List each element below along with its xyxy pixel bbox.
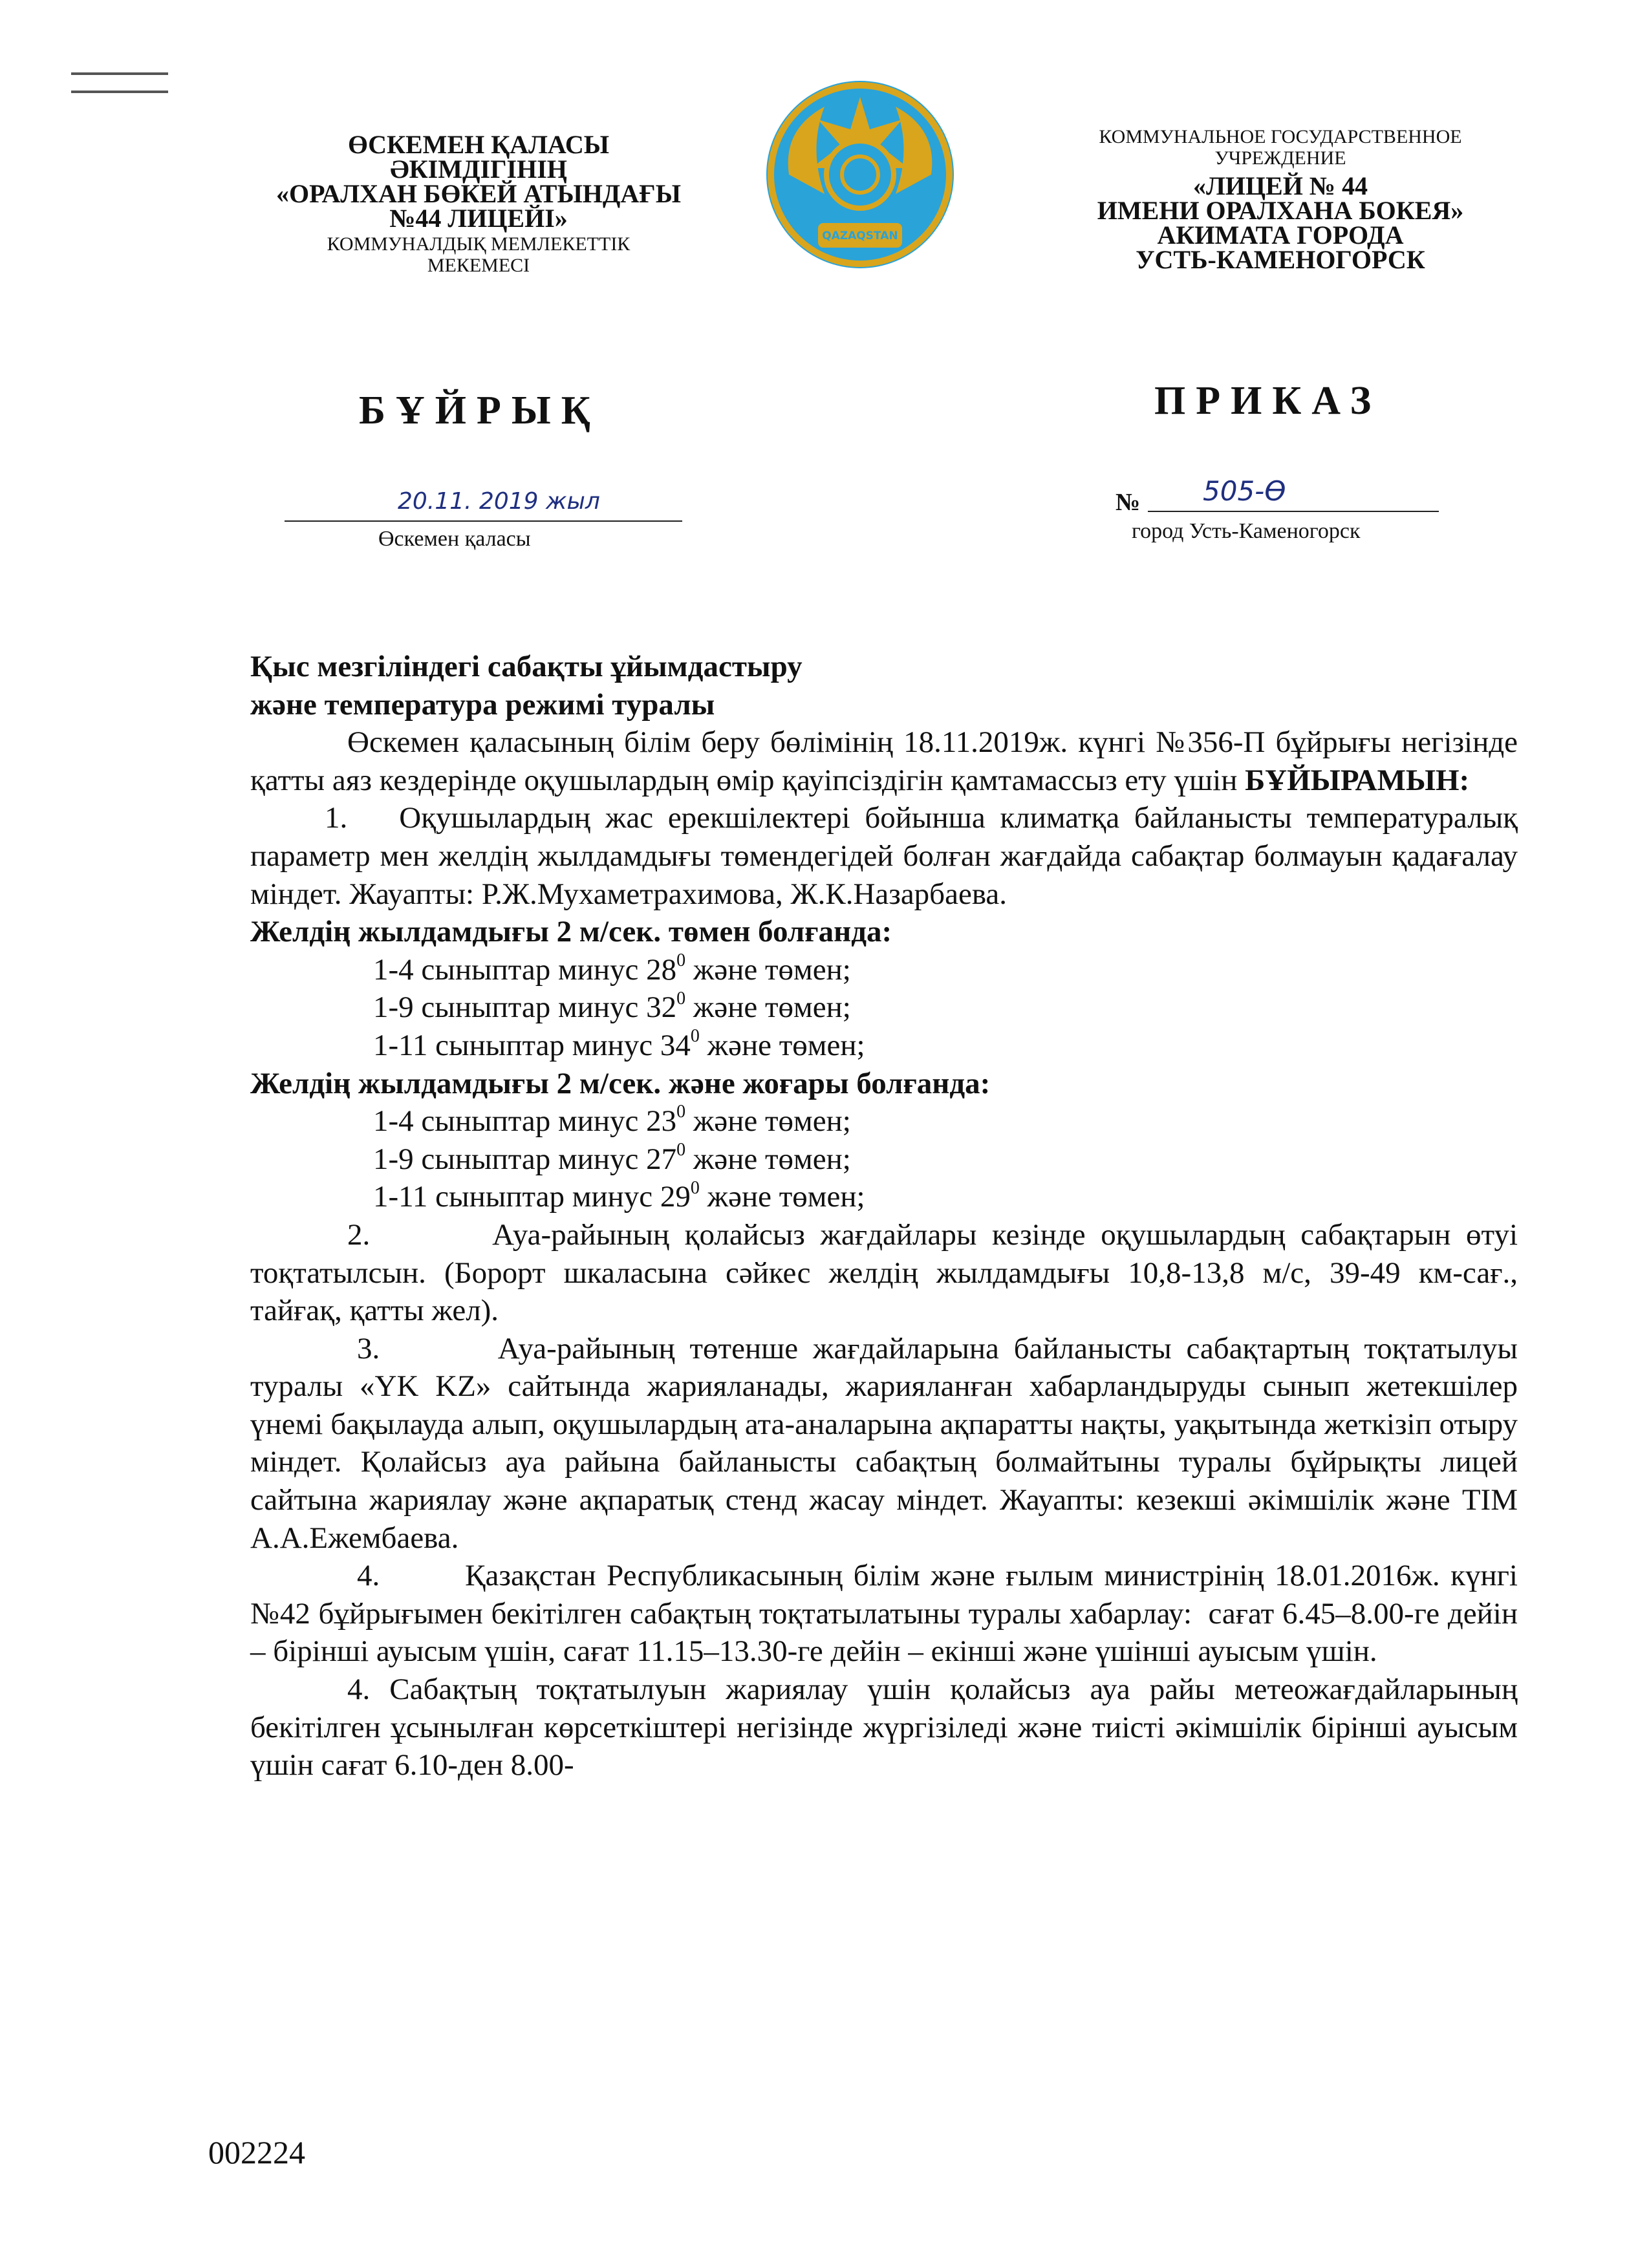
intro-text: Өскемен қаласының білім беру бөлімінің 18.11.2019ж. күнгі №356-П бұйрығы негізінде қатты аяз кездерінде оқушылардың өмір қауіпсіздігін қамтамассыз ету үшін: [250, 725, 1518, 797]
serial-number: 002224: [208, 2134, 305, 2170]
city-left: Өскемен қаласы: [378, 527, 531, 551]
header-left-name-2: ӘКІМДІГІНІҢ: [390, 155, 567, 184]
item-1-number: 1.: [325, 801, 348, 835]
wind-high-row-text: 1-9 сыныптар минус 27: [373, 1142, 677, 1176]
wind-low-row: [250, 1027, 1518, 1065]
degree-sup: 0: [676, 950, 686, 971]
header-right-name-4: УСТЬ-КАМЕНОГОРСК: [1136, 245, 1425, 274]
wind-low-row-suffix: және төмен;: [685, 952, 851, 987]
header-left: [213, 130, 744, 276]
intro-command: БҰЙЫРАМЫН:: [1245, 763, 1470, 797]
wind-low-row-suffix: және төмен;: [685, 990, 851, 1025]
header-left-name-4: №44 ЛИЦЕЙІ»: [389, 204, 568, 233]
wind-low-heading: Желдің жылдамдығы 2 м/сек. төмен болғанда:: [250, 915, 892, 949]
header-right: [1015, 126, 1546, 272]
wind-high-row-text: 1-4 сыныптар минус 23: [373, 1104, 677, 1139]
wind-high-row-text: 1-11 сыныптар минус 29: [373, 1180, 691, 1214]
wind-high-heading: Желдің жылдамдығы 2 м/сек. және жоғары болғанда:: [250, 1066, 991, 1100]
order-title-line-1: Қыс мезгіліндегі сабақты ұйымдастыру: [250, 650, 803, 683]
header-right-name-1: «ЛИЦЕЙ № 44: [1192, 171, 1368, 200]
item-2: 2. Ауа-райының қолайсыз жағдайлары кезінде оқушылардың сабақтарын өтуі тоқтатылсын. (Борорт шкаласына сәйкес желдің жылдамдығы 10,8-13,8 м/с, 39-49 км-сағ., тайғақ, қатты жел).: [250, 1217, 1525, 1328]
wind-low-row: [250, 951, 1518, 989]
emblem-text: QAZAQSTAN: [822, 230, 898, 242]
header-left-name-3: «ОРАЛХАН БӨКЕЙ АТЫНДАҒЫ: [276, 179, 681, 208]
date-underline: [285, 520, 682, 522]
item-4: 4. Қазақстан Республикасының білім және ғылым министрінің 18.01.2016ж. күнгі №42 бұйрығымен бекітілген сабақтың тоқтатылатыны туралы хабарлау: сағат 6.45–8.00-ге дейін – бірінші ауысым үшін, сағат 11.15–13.30-ге дейін – екінші және үшінші ауысым үшін.: [250, 1559, 1525, 1669]
degree-sup: 0: [676, 1140, 686, 1161]
wind-high-row: [250, 1102, 1518, 1140]
item-4-continued: 4. Сабақтың тоқтатылуын жариялау үшін қолайсыз ауа райы метеожағдайларының бекітілген ұсынылған көрсеткіштері негізінде жүргізіледі және тиісті әкімшілік бірінші ауысым үшін сағат 6.10-ден 8.00-: [250, 1673, 1518, 1782]
wind-low-row: [250, 989, 1518, 1027]
header-left-type-2: МЕКЕМЕСІ: [427, 255, 530, 276]
order-title-line-2: және температура режимі туралы: [250, 687, 715, 722]
wind-low-row-text: 1-4 сыныптар минус 28: [373, 952, 677, 987]
degree-sup: 0: [676, 988, 686, 1009]
number-underline: [1148, 511, 1439, 512]
wind-high-row-suffix: және төмен;: [685, 1104, 851, 1139]
wind-high-row-suffix: және төмен;: [685, 1142, 851, 1176]
header-right-type-2: УЧРЕЖДЕНИЕ: [1214, 147, 1346, 169]
item-1-text: Оқушылардың жас ерекшілектері бойынша климатқа байланысты температуралық параметр мен желдің жылдамдығы төмендегідей болған жағдайда сабақтар болмауын қадағалау міндет. Жауапты: Р.Ж.Мухаметрахимова, Ж.К.Назарбаева.: [250, 801, 1518, 911]
document-body: [250, 648, 1525, 1784]
item-1: [250, 799, 1518, 913]
degree-sup: 0: [690, 1026, 700, 1047]
intro-paragraph: [250, 723, 1518, 799]
number-label: №: [1116, 489, 1141, 516]
date-handwritten: 20.11. 2019 жыл: [398, 488, 600, 515]
degree-sup: 0: [690, 1177, 700, 1198]
number-handwritten: 505-Ө: [1203, 475, 1286, 507]
state-emblem-icon: [763, 78, 957, 275]
header-right-type-1: КОММУНАЛЬНОЕ ГОСУДАРСТВЕННОЕ: [1099, 126, 1462, 147]
wind-high-row: [250, 1140, 1518, 1179]
city-right: город Усть-Каменогорск: [1132, 519, 1361, 543]
degree-sup: 0: [676, 1102, 686, 1122]
wind-low-row-suffix: және төмен;: [699, 1028, 865, 1062]
title-kazakh: БҰЙРЫҚ: [359, 389, 601, 433]
header-left-type-1: КОММУНАЛДЫҚ МЕМЛЕКЕТТІК: [327, 233, 630, 255]
title-russian: ПРИКАЗ: [1154, 379, 1382, 423]
header-right-name-2: ИМЕНИ ОРАЛХАНА БОКЕЯ»: [1097, 196, 1464, 225]
wind-low-row-text: 1-11 сыныптар минус 34: [373, 1028, 691, 1062]
scan-mark: [71, 72, 168, 75]
wind-low-row-text: 1-9 сыныптар минус 32: [373, 990, 677, 1025]
item-3: 3. Ауа-райының төтенше жағдайларына байланысты сабақтартың тоқтатылуы туралы «YK KZ» сайтында жарияланады, жарияланған хабарландыруды сынып жетекшілер үнемі бақылауда алып, оқушылардың ата-аналарына ақпаратты нақты, уақытында жеткізіп отыру міндет. Қолайсыз ауа райына байланысты сабақтың болмайтыны туралы бұйрықты лицей сайтына жариялау және ақпаратық стенд жасау міндет. Жауапты: кезекші әкімшілік және ТІМ А.А.Ежембаева.: [250, 1331, 1525, 1555]
wind-high-row-suffix: және төмен;: [699, 1180, 865, 1214]
header-right-name-3: АКИМАТА ГОРОДА: [1157, 220, 1404, 250]
scan-mark: [71, 91, 168, 93]
wind-high-row: [250, 1178, 1518, 1216]
header-left-name-1: ӨСКЕМЕН ҚАЛАСЫ: [348, 130, 609, 159]
